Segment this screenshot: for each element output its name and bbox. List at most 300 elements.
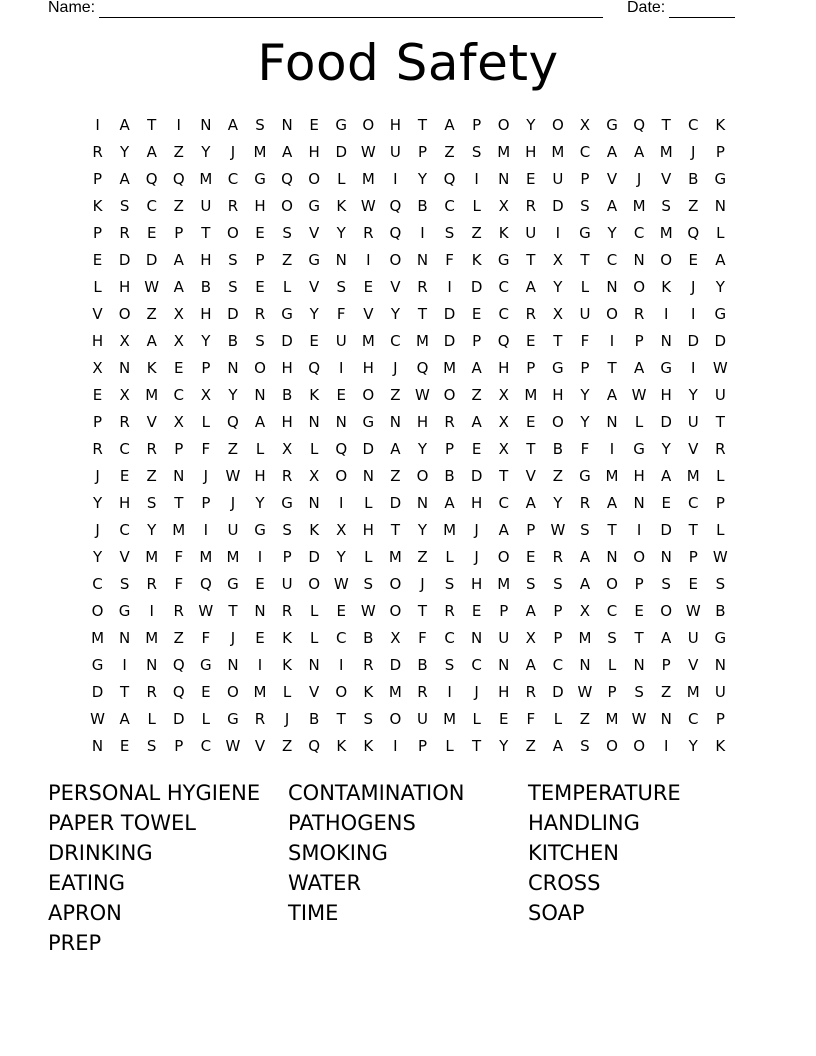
grid-letter: E [498,710,509,728]
grid-letter: R [146,575,157,593]
grid-letter: A [579,575,591,593]
grid-letter: S [282,224,292,242]
grid-letter: O [227,224,239,242]
grid-letter: T [607,521,617,539]
grid-letter: T [499,467,509,485]
grid-letter: P [634,332,644,350]
grid-letter: G [579,467,591,485]
grid-letter: N [714,656,726,674]
grid-letter: A [661,629,672,647]
grid-letter: H [308,143,320,161]
grid-letter: Z [444,143,455,161]
name-line[interactable] [99,1,603,18]
grid-letter: I [176,116,181,134]
word-item: KITCHEN [528,841,619,865]
grid-letter: W [415,386,430,404]
grid-letter: V [146,413,157,431]
grid-letter: H [525,143,537,161]
grid-letter: A [146,143,157,161]
grid-letter: E [526,170,536,188]
grid-letter: T [390,521,400,539]
grid-letter: R [254,305,266,323]
grid-letter: E [526,413,536,431]
grid-letter: Y [201,143,211,161]
grid-letter: H [91,332,104,350]
grid-letter: T [715,413,725,431]
grid-letter: P [526,359,536,377]
grid-letter: I [474,170,479,188]
grid-row [84,274,734,301]
grid-letter: Y [228,386,238,404]
grid-letter: E [255,224,265,242]
grid-letter: U [552,170,564,188]
grid-letter: T [417,305,428,323]
grid-letter: D [443,305,456,323]
grid-letter: O [633,278,645,296]
grid-letter: Z [390,386,401,404]
grid-letter: E [119,737,130,755]
grid-row [84,679,734,706]
grid-letter: O [227,683,239,701]
grid-letter: N [146,656,158,674]
grid-letter: A [606,494,618,512]
grid-letter: K [336,737,347,755]
grid-letter: E [471,602,482,620]
grid-letter: H [118,278,131,296]
grid-letter: M [497,143,511,161]
grid-letter: T [607,359,617,377]
grid-letter: X [498,197,509,215]
grid-letter: J [203,467,209,485]
grid-letter: B [227,332,239,350]
grid-letter: M [361,170,375,188]
date-line[interactable] [669,1,735,18]
grid-letter: P [201,359,211,377]
grid-letter: R [525,197,536,215]
grid-letter: L [147,710,156,728]
grid-letter: H [498,359,510,377]
grid-letter: A [254,413,266,431]
grid-letter: G [579,224,591,242]
grid-letter: L [607,656,617,674]
grid-letter: O [606,305,618,323]
grid-letter: I [636,521,642,539]
grid-letter: F [526,710,536,728]
word-item: TEMPERATURE [528,781,681,805]
grid-letter: X [173,332,184,350]
grid-letter: S [715,575,726,593]
grid-letter: B [281,386,293,404]
grid-letter: X [281,440,293,458]
letter-grid [84,112,734,760]
word-item: SMOKING [288,841,388,865]
grid-letter: P [580,359,590,377]
grid-row [84,706,734,733]
grid-letter: U [227,521,239,539]
grid-letter: N [606,413,618,431]
grid-letter: O [551,116,564,134]
grid-letter: C [498,305,509,323]
grid-letter: E [634,602,644,620]
grid-letter: G [335,116,348,134]
grid-letter: L [580,278,590,296]
grid-letter: H [498,683,510,701]
grid-letter: O [118,305,131,323]
grid-letter: Q [416,359,429,377]
grid-letter: Q [145,170,158,188]
grid-letter: K [661,278,672,296]
grid-letter: K [92,197,103,215]
grid-letter: E [309,332,319,350]
grid-letter: F [201,440,211,458]
grid-letter: N [498,656,510,674]
grid-letter: L [445,548,454,566]
grid-letter: X [92,359,103,377]
grid-letter: Z [281,251,293,269]
grid-letter: Y [147,521,157,539]
grid-letter: I [149,602,154,620]
grid-letter: Z [579,710,591,728]
grid-letter: W [577,683,593,701]
grid-letter: O [551,413,564,431]
grid-letter: T [553,332,563,350]
grid-letter: W [712,359,728,377]
grid-letter: I [447,683,452,701]
grid-letter: C [579,143,591,161]
grid-letter: S [444,575,455,593]
grid-letter: F [418,629,427,647]
grid-letter: O [308,170,321,188]
grid-letter: Q [172,683,185,701]
grid-letter: Q [308,359,321,377]
word-item: APRON [48,901,122,925]
grid-letter: C [688,494,699,512]
grid-letter: R [444,413,455,431]
grid-letter: P [553,602,563,620]
grid-letter: P [201,494,211,512]
grid-letter: K [282,629,292,647]
grid-letter: X [552,251,563,269]
grid-letter: N [254,602,266,620]
grid-letter: R [417,278,428,296]
grid-letter: Q [497,332,510,350]
grid-letter: X [309,467,320,485]
grid-letter: Y [255,494,265,512]
grid-letter: D [687,332,700,350]
word-item: PREP [48,931,102,955]
grid-letter: Z [146,305,157,323]
grid-letter: Z [525,737,536,755]
grid-row [84,301,734,328]
grid-letter: D [552,683,564,701]
grid-letter: Q [172,170,185,188]
grid-letter: I [663,737,669,755]
grid-letter: X [498,386,509,404]
grid-letter: Y [417,521,428,539]
grid-letter: T [120,683,130,701]
grid-letter: D [118,251,131,269]
grid-letter: E [146,224,157,242]
grid-letter: J [230,494,236,512]
grid-letter: O [606,737,618,755]
grid-letter: R [417,683,428,701]
grid-letter: H [362,359,374,377]
grid-letter: N [362,467,374,485]
grid-letter: N [227,359,239,377]
grid-letter: N [498,170,510,188]
grid-letter: X [173,305,184,323]
grid-letter: I [339,656,344,674]
grid-letter: L [364,548,373,566]
grid-letter: R [146,683,157,701]
grid-letter: A [579,548,591,566]
grid-letter: O [389,575,402,593]
grid-letter: R [227,197,239,215]
grid-letter: L [309,602,319,620]
grid-letter: Z [688,197,699,215]
grid-letter: K [715,116,726,134]
grid-letter: A [119,710,130,728]
grid-letter: R [715,440,726,458]
grid-letter: J [230,143,236,161]
grid-letter: E [688,251,698,269]
grid-letter: N [119,359,131,377]
grid-letter: P [93,224,103,242]
grid-letter: M [686,467,700,485]
grid-letter: S [444,656,455,674]
grid-letter: J [393,359,398,377]
grid-row [84,544,734,571]
grid-letter: M [388,548,402,566]
grid-letter: J [230,629,236,647]
grid-row [84,598,734,625]
grid-letter: X [119,386,130,404]
grid-letter: N [91,737,104,755]
grid-letter: P [661,656,671,674]
word-item: EATING [48,871,126,895]
grid-letter: W [685,602,701,620]
grid-letter: A [633,143,645,161]
grid-letter: G [552,359,564,377]
grid-letter: L [716,224,725,242]
grid-letter: Q [443,170,456,188]
grid-letter: R [363,224,374,242]
grid-letter: Y [607,224,617,242]
grid-letter: Q [281,170,293,188]
grid-letter: G [254,521,266,539]
grid-letter: D [362,440,375,458]
grid-letter: R [146,440,157,458]
grid-letter: O [389,710,402,728]
grid-letter: O [633,737,645,755]
grid-letter: J [636,170,642,188]
grid-letter: S [336,278,346,296]
grid-letter: H [200,305,212,323]
grid-letter: V [309,278,320,296]
grid-letter: N [281,116,293,134]
grid-letter: G [281,305,293,323]
grid-letter: G [254,170,266,188]
grid-letter: C [498,278,509,296]
grid-letter: J [474,521,479,539]
grid-letter: B [417,197,428,215]
grid-letter: S [580,737,590,755]
grid-letter: C [688,116,699,134]
grid-letter: N [227,656,239,674]
grid-letter: I [447,278,452,296]
grid-letter: O [443,386,456,404]
grid-letter: N [335,251,347,269]
grid-letter: D [389,656,402,674]
grid-row [84,193,734,220]
grid-letter: D [335,143,348,161]
word-column [48,778,278,958]
grid-letter: D [443,332,456,350]
word-column [288,778,518,928]
grid-letter: F [445,251,454,269]
grid-letter: Y [715,278,725,296]
grid-letter: A [715,251,726,269]
grid-letter: M [605,710,619,728]
grid-letter: E [336,386,346,404]
grid-letter: A [146,332,157,350]
grid-letter: X [498,440,509,458]
grid-letter: U [498,629,510,647]
grid-letter: K [363,683,374,701]
grid-letter: G [281,494,293,512]
grid-letter: B [417,656,428,674]
grid-letter: Y [688,386,698,404]
grid-letter: E [471,305,482,323]
grid-letter: C [606,602,618,620]
grid-letter: C [606,251,618,269]
grid-letter: W [225,467,241,485]
grid-letter: M [416,332,429,350]
grid-letter: V [254,737,266,755]
grid-letter: X [579,602,591,620]
grid-letter: L [634,413,644,431]
grid-letter: M [226,548,240,566]
grid-letter: A [173,278,184,296]
grid-letter: M [551,143,565,161]
grid-letter: N [660,548,672,566]
grid-letter: N [416,251,429,269]
grid-letter: S [607,629,617,647]
grid-letter: P [607,683,617,701]
grid-letter: V [525,467,536,485]
grid-letter: U [281,575,293,593]
grid-letter: S [634,683,644,701]
grid-letter: Q [687,224,700,242]
grid-letter: G [362,413,375,431]
grid-letter: I [339,494,344,512]
grid-letter: L [309,629,319,647]
grid-row [84,220,734,247]
grid-letter: R [92,440,103,458]
grid-letter: E [174,359,184,377]
grid-letter: M [686,683,700,701]
grid-letter: R [552,548,564,566]
word-item: PATHOGENS [288,811,416,835]
header [48,0,748,20]
grid-letter: W [712,548,728,566]
grid-letter: N [606,548,618,566]
grid-letter: R [444,602,455,620]
grid-letter: L [364,494,373,512]
grid-letter: N [606,278,618,296]
grid-letter: A [119,170,130,188]
grid-letter: O [497,548,510,566]
grid-letter: G [308,251,320,269]
grid-letter: U [200,197,212,215]
grid-letter: I [393,170,398,188]
grid-letter: O [362,386,375,404]
grid-letter: Y [526,116,536,134]
grid-letter: P [472,116,482,134]
grid-letter: W [550,521,566,539]
grid-letter: U [579,305,591,323]
grid-letter: V [363,305,374,323]
grid-letter: G [91,656,104,674]
grid-letter: R [363,656,374,674]
grid-letter: V [309,683,320,701]
name-field [48,0,603,18]
grid-letter: I [339,359,344,377]
grid-letter: A [606,143,618,161]
grid-letter: D [308,548,320,566]
grid-letter: R [281,467,293,485]
grid-letter: I [420,224,425,242]
grid-letter: P [715,494,725,512]
grid-letter: K [309,521,320,539]
grid-letter: H [633,467,645,485]
grid-letter: S [146,737,157,755]
grid-letter: C [444,197,455,215]
grid-letter: E [336,602,346,620]
grid-letter: R [92,143,103,161]
grid-letter: S [119,197,130,215]
grid-letter: P [417,737,427,755]
grid-letter: Y [336,548,346,566]
grid-letter: A [633,359,645,377]
grid-row [84,409,734,436]
grid-letter: N [633,251,645,269]
grid-letter: T [526,251,536,269]
grid-letter: J [474,683,479,701]
grid-letter: P [634,575,644,593]
grid-letter: C [227,170,239,188]
grid-letter: D [470,278,483,296]
grid-letter: P [553,629,563,647]
grid-letter: M [145,386,159,404]
word-item: CROSS [528,871,601,895]
grid-row [84,328,734,355]
grid-letter: Q [335,440,348,458]
grid-letter: S [444,224,455,242]
grid-letter: N [173,467,185,485]
grid-letter: U [687,629,699,647]
grid-letter: L [255,440,265,458]
grid-letter: R [254,710,266,728]
grid-letter: B [200,278,211,296]
grid-letter: H [552,386,564,404]
grid-letter: K [471,251,482,269]
grid-letter: Q [389,224,402,242]
grid-letter: A [227,116,239,134]
grid-letter: W [360,602,376,620]
grid-row [84,355,734,382]
grid-letter: M [253,683,267,701]
